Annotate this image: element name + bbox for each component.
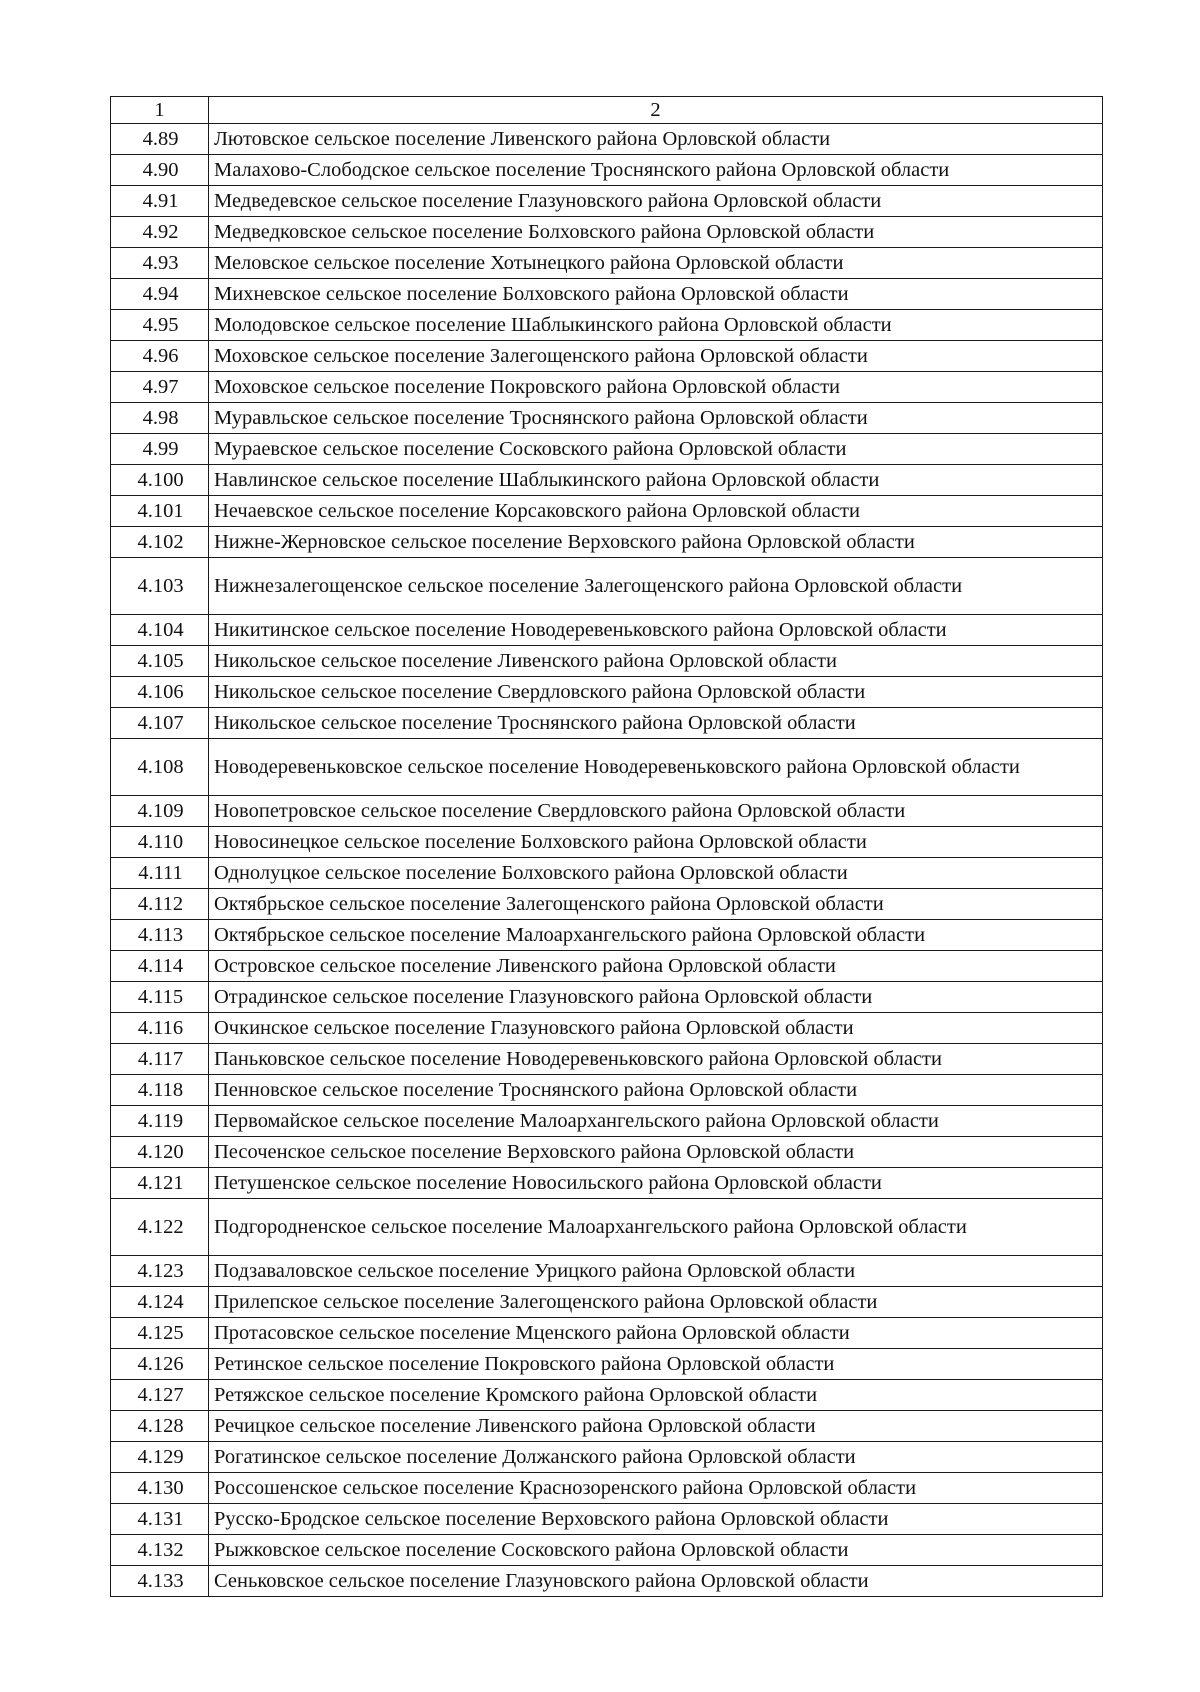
row-number: 4.100 bbox=[111, 465, 209, 496]
row-number: 4.115 bbox=[111, 982, 209, 1013]
table-row bbox=[111, 1349, 1103, 1380]
table-row bbox=[111, 1168, 1103, 1199]
row-number: 4.109 bbox=[111, 796, 209, 827]
row-number: 4.125 bbox=[111, 1318, 209, 1349]
settlements-table bbox=[110, 96, 1103, 1597]
row-number: 4.126 bbox=[111, 1349, 209, 1380]
settlement-name: Нижне-Жерновское сельское поселение Верховского района Орловской области bbox=[209, 527, 1103, 558]
row-number: 4.129 bbox=[111, 1442, 209, 1473]
settlement-name: Октябрьское сельское поселение Малоархангельского района Орловской области bbox=[209, 920, 1103, 951]
table-row bbox=[111, 796, 1103, 827]
table-row bbox=[111, 155, 1103, 186]
table-row bbox=[111, 889, 1103, 920]
row-number: 4.104 bbox=[111, 615, 209, 646]
settlement-name: Островское сельское поселение Ливенского района Орловской области bbox=[209, 951, 1103, 982]
settlement-name: Однолуцкое сельское поселение Болховского района Орловской области bbox=[209, 858, 1103, 889]
row-number: 4.116 bbox=[111, 1013, 209, 1044]
table-row bbox=[111, 124, 1103, 155]
row-number: 4.106 bbox=[111, 677, 209, 708]
row-number: 4.130 bbox=[111, 1473, 209, 1504]
row-number: 4.90 bbox=[111, 155, 209, 186]
table-row bbox=[111, 372, 1103, 403]
row-number: 4.99 bbox=[111, 434, 209, 465]
settlement-name: Нижнезалегощенское сельское поселение Залегощенского района Орловской области bbox=[209, 558, 1103, 615]
table-row bbox=[111, 1318, 1103, 1349]
row-number: 4.122 bbox=[111, 1199, 209, 1256]
settlement-name: Меловское сельское поселение Хотынецкого района Орловской области bbox=[209, 248, 1103, 279]
row-number: 4.121 bbox=[111, 1168, 209, 1199]
settlement-name: Навлинское сельское поселение Шаблыкинского района Орловской области bbox=[209, 465, 1103, 496]
settlement-name: Моховское сельское поселение Покровского района Орловской области bbox=[209, 372, 1103, 403]
table-row bbox=[111, 858, 1103, 889]
settlement-name: Новосинецкое сельское поселение Болховского района Орловской области bbox=[209, 827, 1103, 858]
table-row bbox=[111, 951, 1103, 982]
table-row bbox=[111, 920, 1103, 951]
row-number: 4.120 bbox=[111, 1137, 209, 1168]
row-number: 4.118 bbox=[111, 1075, 209, 1106]
table-row bbox=[111, 1380, 1103, 1411]
table-row bbox=[111, 1106, 1103, 1137]
row-number: 4.108 bbox=[111, 739, 209, 796]
settlement-name: Ретинское сельское поселение Покровского района Орловской области bbox=[209, 1349, 1103, 1380]
table-row bbox=[111, 403, 1103, 434]
row-number: 4.127 bbox=[111, 1380, 209, 1411]
settlement-name: Муравльское сельское поселение Троснянского района Орловской области bbox=[209, 403, 1103, 434]
row-number: 4.114 bbox=[111, 951, 209, 982]
row-number: 4.117 bbox=[111, 1044, 209, 1075]
table-header bbox=[111, 97, 1103, 124]
row-number: 4.97 bbox=[111, 372, 209, 403]
settlement-name: Никольское сельское поселение Троснянского района Орловской области bbox=[209, 708, 1103, 739]
table-row bbox=[111, 496, 1103, 527]
settlement-name: Моховское сельское поселение Залегощенского района Орловской области bbox=[209, 341, 1103, 372]
settlement-name: Протасовское сельское поселение Мценского района Орловской области bbox=[209, 1318, 1103, 1349]
table-row bbox=[111, 1287, 1103, 1318]
row-number: 4.95 bbox=[111, 310, 209, 341]
settlement-name: Ретяжское сельское поселение Кромского района Орловской области bbox=[209, 1380, 1103, 1411]
row-number: 4.94 bbox=[111, 279, 209, 310]
table-row bbox=[111, 677, 1103, 708]
settlement-name: Подзаваловское сельское поселение Урицкого района Орловской области bbox=[209, 1256, 1103, 1287]
row-number: 4.107 bbox=[111, 708, 209, 739]
settlement-name: Нечаевское сельское поселение Корсаковского района Орловской области bbox=[209, 496, 1103, 527]
settlement-name: Медведевское сельское поселение Глазуновского района Орловской области bbox=[209, 186, 1103, 217]
row-number: 4.89 bbox=[111, 124, 209, 155]
settlement-name: Никольское сельское поселение Ливенского района Орловской области bbox=[209, 646, 1103, 677]
row-number: 4.123 bbox=[111, 1256, 209, 1287]
table-row bbox=[111, 217, 1103, 248]
table-row bbox=[111, 1535, 1103, 1566]
table-row bbox=[111, 1199, 1103, 1256]
table-row bbox=[111, 646, 1103, 677]
table-row bbox=[111, 558, 1103, 615]
row-number: 4.111 bbox=[111, 858, 209, 889]
table-row bbox=[111, 739, 1103, 796]
settlement-name: Новопетровское сельское поселение Свердловского района Орловской области bbox=[209, 796, 1103, 827]
table-row bbox=[111, 1473, 1103, 1504]
row-number: 4.98 bbox=[111, 403, 209, 434]
table-row bbox=[111, 248, 1103, 279]
settlement-name: Мураевское сельское поселение Сосковского района Орловской области bbox=[209, 434, 1103, 465]
settlement-name: Новодеревеньковское сельское поселение Новодеревеньковского района Орловской области bbox=[209, 739, 1103, 796]
settlement-name: Никитинское сельское поселение Новодеревеньковского района Орловской области bbox=[209, 615, 1103, 646]
settlement-name: Молодовское сельское поселение Шаблыкинского района Орловской области bbox=[209, 310, 1103, 341]
settlement-name: Россошенское сельское поселение Краснозоренского района Орловской области bbox=[209, 1473, 1103, 1504]
row-number: 4.110 bbox=[111, 827, 209, 858]
table-row bbox=[111, 341, 1103, 372]
header-cell-name: 2 bbox=[209, 97, 1103, 124]
settlement-name: Рыжковское сельское поселение Сосковского района Орловской области bbox=[209, 1535, 1103, 1566]
table-row bbox=[111, 279, 1103, 310]
table-row bbox=[111, 1566, 1103, 1597]
row-number: 4.133 bbox=[111, 1566, 209, 1597]
row-number: 4.128 bbox=[111, 1411, 209, 1442]
table-row bbox=[111, 982, 1103, 1013]
header-row bbox=[111, 97, 1103, 124]
table-row bbox=[111, 1013, 1103, 1044]
row-number: 4.101 bbox=[111, 496, 209, 527]
settlement-name: Русско-Бродское сельское поселение Верховского района Орловской области bbox=[209, 1504, 1103, 1535]
table-row bbox=[111, 1442, 1103, 1473]
row-number: 4.102 bbox=[111, 527, 209, 558]
table-row bbox=[111, 1137, 1103, 1168]
row-number: 4.92 bbox=[111, 217, 209, 248]
row-number: 4.132 bbox=[111, 1535, 209, 1566]
settlement-name: Рогатинское сельское поселение Должанского района Орловской области bbox=[209, 1442, 1103, 1473]
settlement-name: Октябрьское сельское поселение Залегощенского района Орловской области bbox=[209, 889, 1103, 920]
table-row bbox=[111, 527, 1103, 558]
settlement-name: Речицкое сельское поселение Ливенского района Орловской области bbox=[209, 1411, 1103, 1442]
settlement-name: Лютовское сельское поселение Ливенского района Орловской области bbox=[209, 124, 1103, 155]
settlement-name: Сеньковское сельское поселение Глазуновского района Орловской области bbox=[209, 1566, 1103, 1597]
settlement-name: Малахово-Слободское сельское поселение Троснянского района Орловской области bbox=[209, 155, 1103, 186]
row-number: 4.96 bbox=[111, 341, 209, 372]
table-row bbox=[111, 434, 1103, 465]
settlement-name: Паньковское сельское поселение Новодеревеньковского района Орловской области bbox=[209, 1044, 1103, 1075]
settlement-name: Прилепское сельское поселение Залегощенского района Орловской области bbox=[209, 1287, 1103, 1318]
header-cell-number: 1 bbox=[111, 97, 209, 124]
settlement-name: Михневское сельское поселение Болховского района Орловской области bbox=[209, 279, 1103, 310]
row-number: 4.113 bbox=[111, 920, 209, 951]
row-number: 4.119 bbox=[111, 1106, 209, 1137]
table-row bbox=[111, 1411, 1103, 1442]
settlement-name: Песоченское сельское поселение Верховского района Орловской области bbox=[209, 1137, 1103, 1168]
settlement-name: Пенновское сельское поселение Троснянского района Орловской области bbox=[209, 1075, 1103, 1106]
table-row bbox=[111, 1256, 1103, 1287]
table-row bbox=[111, 1504, 1103, 1535]
table-row bbox=[111, 1044, 1103, 1075]
row-number: 4.93 bbox=[111, 248, 209, 279]
row-number: 4.105 bbox=[111, 646, 209, 677]
settlement-name: Отрадинское сельское поселение Глазуновского района Орловской области bbox=[209, 982, 1103, 1013]
row-number: 4.103 bbox=[111, 558, 209, 615]
table-row bbox=[111, 186, 1103, 217]
settlement-name: Петушенское сельское поселение Новосильского района Орловской области bbox=[209, 1168, 1103, 1199]
settlement-name: Никольское сельское поселение Свердловского района Орловской области bbox=[209, 677, 1103, 708]
table-body bbox=[111, 124, 1103, 1597]
row-number: 4.112 bbox=[111, 889, 209, 920]
row-number: 4.131 bbox=[111, 1504, 209, 1535]
table-row bbox=[111, 1075, 1103, 1106]
table-row bbox=[111, 310, 1103, 341]
row-number: 4.91 bbox=[111, 186, 209, 217]
table-row bbox=[111, 708, 1103, 739]
settlement-name: Подгородненское сельское поселение Малоархангельского района Орловской области bbox=[209, 1199, 1103, 1256]
row-number: 4.124 bbox=[111, 1287, 209, 1318]
table-row bbox=[111, 827, 1103, 858]
settlement-name: Очкинское сельское поселение Глазуновского района Орловской области bbox=[209, 1013, 1103, 1044]
settlement-name: Медведковское сельское поселение Болховского района Орловской области bbox=[209, 217, 1103, 248]
settlement-name: Первомайское сельское поселение Малоархангельского района Орловской области bbox=[209, 1106, 1103, 1137]
table-row bbox=[111, 615, 1103, 646]
table-row bbox=[111, 465, 1103, 496]
